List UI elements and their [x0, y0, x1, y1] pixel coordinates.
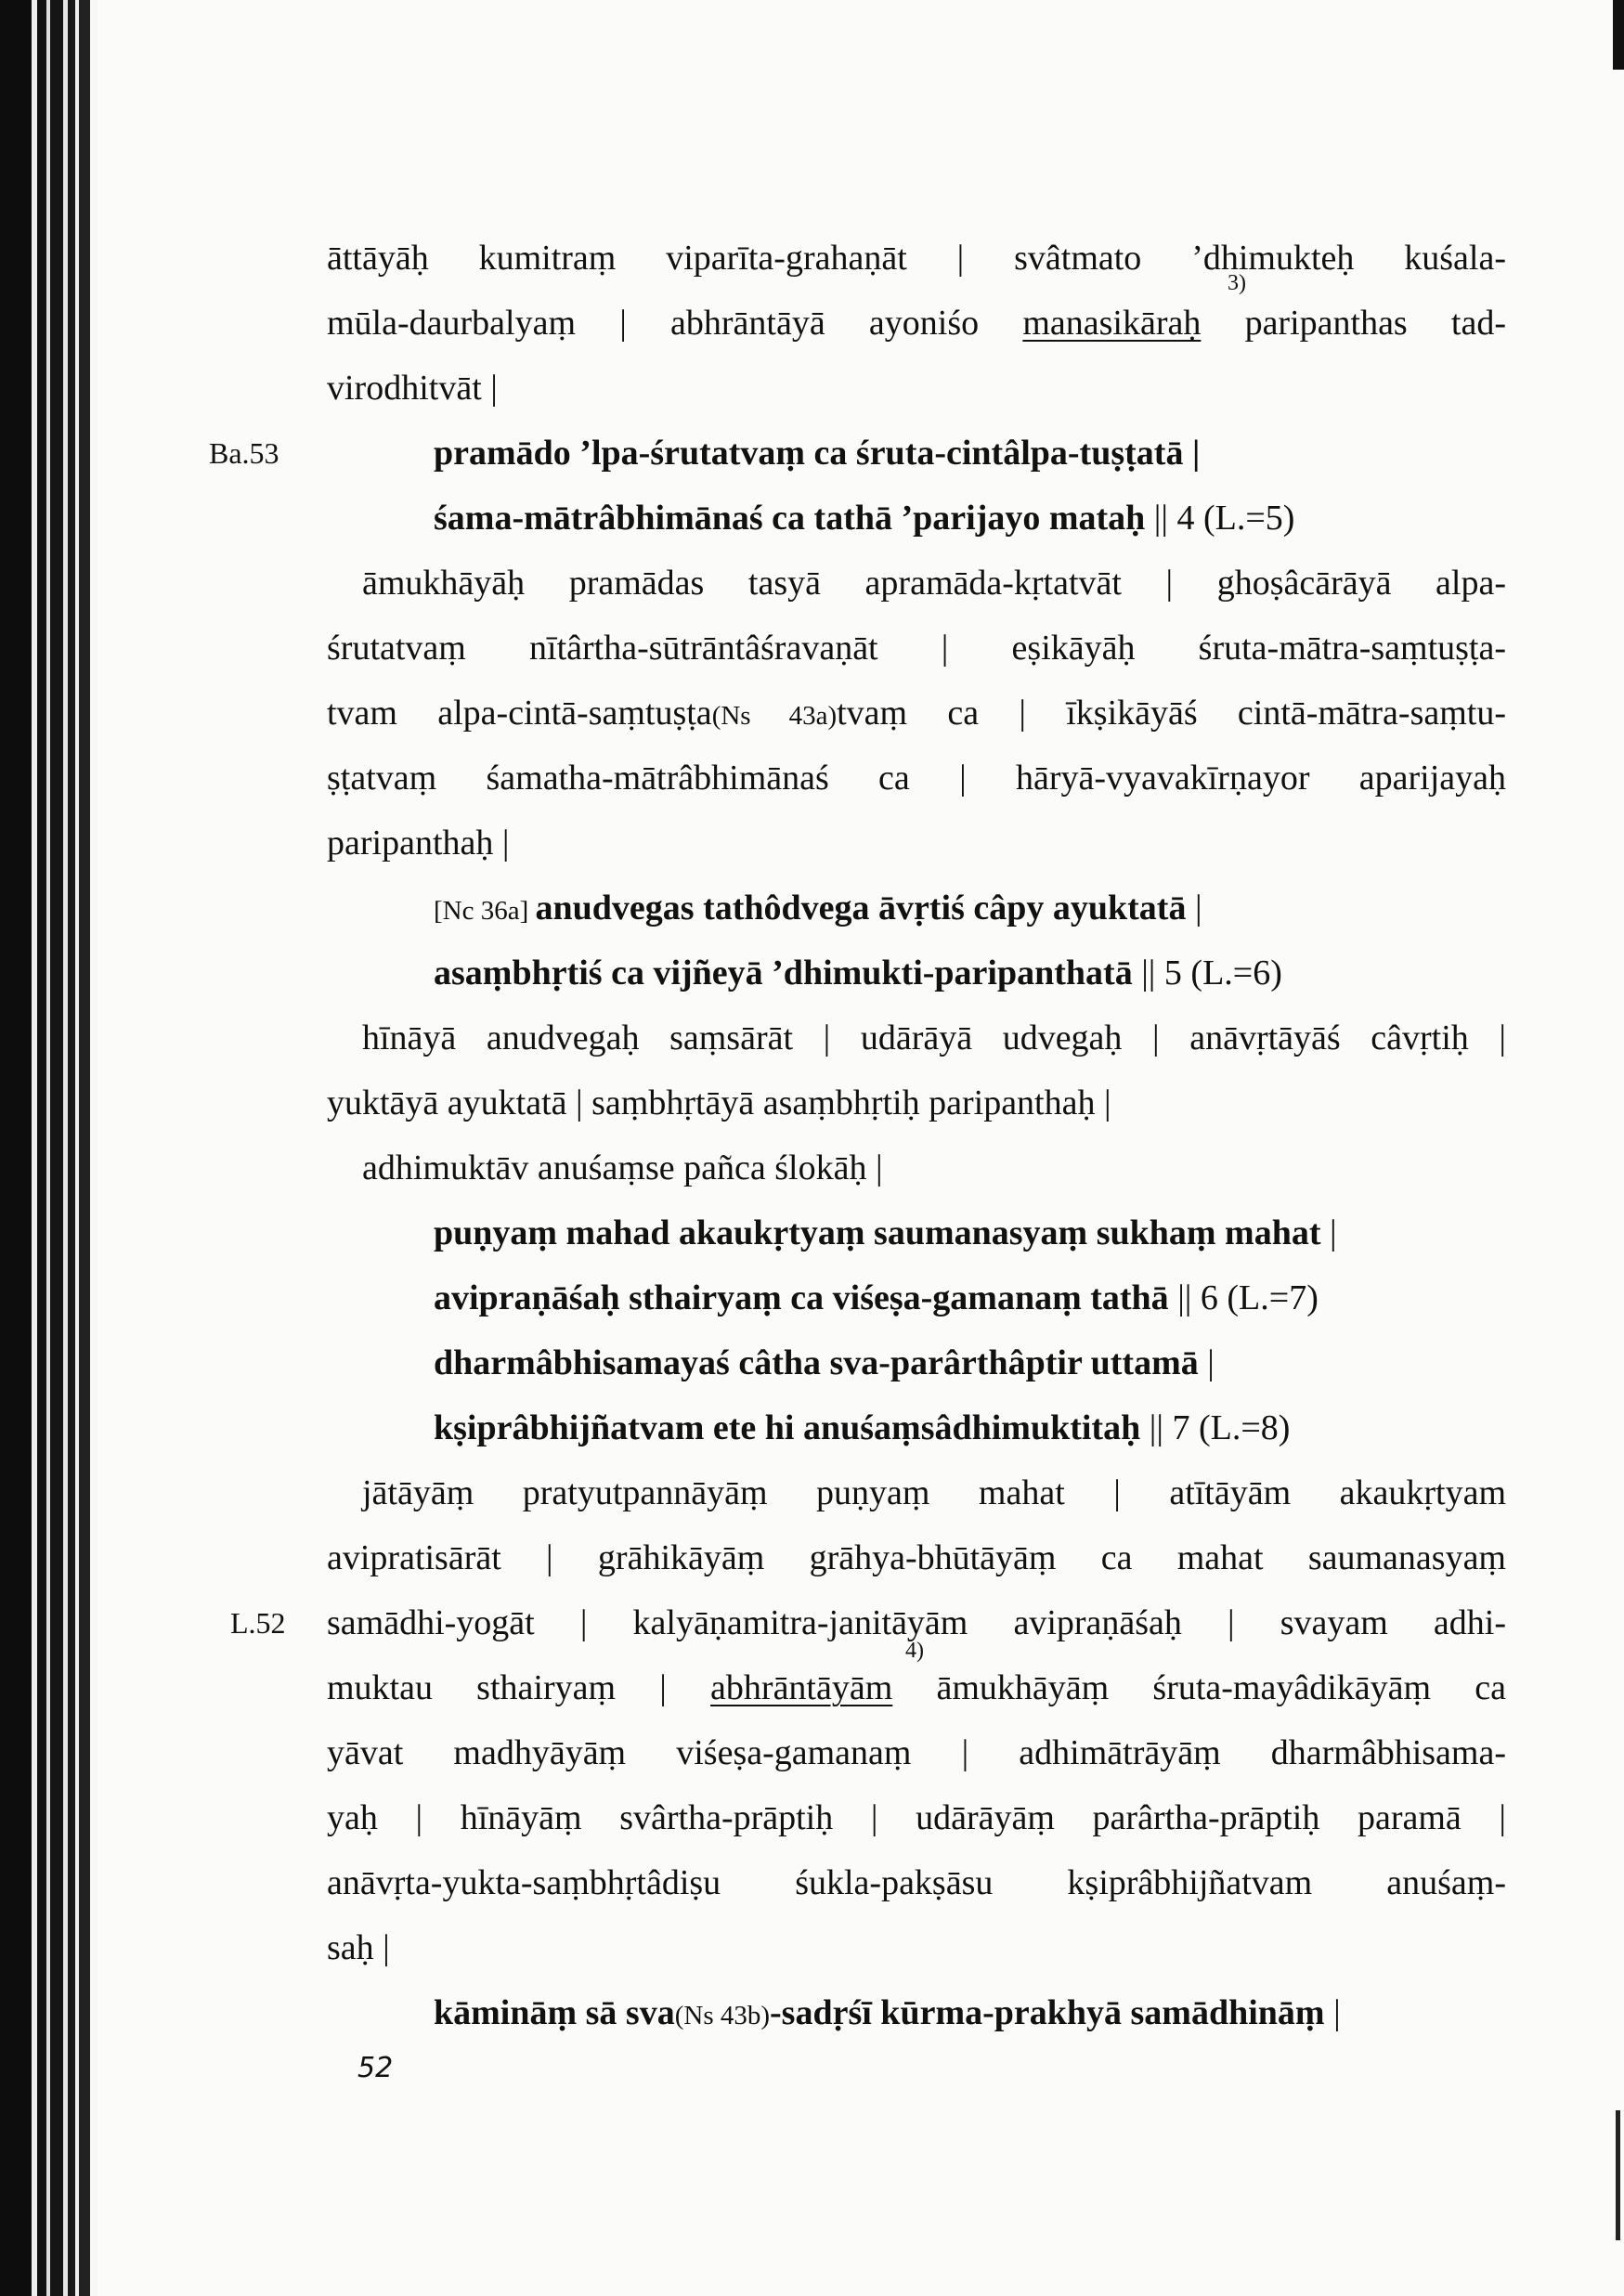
ms-ref: [Nc 36a] — [434, 896, 536, 926]
text-line: anāvṛta-yukta-saṃbhṛtâdiṣu śukla-pakṣāsu kṣiprâbhijñatvam anuśaṃ- — [327, 1863, 1506, 1902]
underlined-word: abhrāntāyām — [710, 1668, 893, 1707]
verse-line: pramādo ’lpa-śrutatvaṃ ca śruta-cintâlpa-tuṣṭatā | — [434, 434, 1201, 473]
text-line: āmukhāyāḥ pramādas tasyā apramāda-kṛtatvāt | ghoṣâcārāyā alpa- — [362, 564, 1506, 603]
text-line: mūla-daurbalyaṃ | abhrāntāyā ayoniśo manasikāraḥ paripanthas tad- — [327, 304, 1507, 343]
text-line: saḥ | — [327, 1928, 390, 1967]
text-line: samādhi-yogāt | kalyāṇamitra-janitāyām avipraṇāśaḥ | svayam adhi- — [327, 1603, 1506, 1642]
text-line: avipratisārāt | grāhikāyāṃ grāhya-bhūtāyāṃ ca mahat saumanasyaṃ — [327, 1538, 1506, 1577]
margin-ref: L.52 — [230, 1606, 286, 1640]
text-line: jātāyāṃ pratyutpannāyāṃ puṇyaṃ mahat | atītāyām akaukṛtyam — [362, 1473, 1506, 1512]
binding-edge — [0, 0, 97, 2296]
text-line: tvam alpa-cintā-saṃtuṣṭa(Ns 43a)tvaṃ ca | īkṣikāyāś cintā-mātra-saṃtu- — [327, 694, 1507, 733]
verse-line: asaṃbhṛtiś ca vijñeyā ’dhimukti-paripanthatā || 5 (L.=6) — [434, 953, 1282, 992]
footnote-mark: 4) — [905, 1639, 924, 1663]
scan-mark-bottom — [1616, 2110, 1620, 2240]
text-line: muktau sthairyaṃ | abhrāntāyām āmukhāyāṃ śruta-mayâdikāyāṃ ca — [327, 1668, 1506, 1707]
text-line: adhimuktāv anuśaṃse pañca ślokāḥ | — [362, 1148, 883, 1187]
ms-ref: (Ns 43b) — [674, 2001, 771, 2030]
ms-ref: (Ns 43a) — [711, 701, 838, 731]
verse-line: [Nc 36a] anudvegas tathôdvega āvṛtiś câpy ayuktatā | — [434, 889, 1202, 927]
footnote-mark: 3) — [1228, 271, 1246, 295]
text-line: ṣṭatvaṃ śamatha-mātrâbhimānaś ca | hāryā-vyavakīrṇayor aparijayaḥ — [327, 759, 1506, 798]
text-line: hīnāyā anudvegaḥ saṃsārāt | udārāyā udvegaḥ | anāvṛtāyāś câvṛtiḥ | — [362, 1018, 1506, 1057]
text-line: yaḥ | hīnāyāṃ svârtha-prāptiḥ | udārāyāṃ parârtha-prāptiḥ paramā | — [327, 1798, 1506, 1837]
underlined-word: manasikāraḥ — [1022, 304, 1202, 343]
page-number: 52 — [357, 2052, 394, 2084]
text-line: śrutatvaṃ nītârtha-sūtrāntâśravaṇāt | eṣikāyāḥ śruta-mātra-saṃtuṣṭa- — [327, 629, 1506, 668]
verse-line: dharmâbhisamayaś câtha sva-parârthâptir uttamā | — [434, 1343, 1215, 1382]
text-line: virodhitvāt | — [327, 369, 498, 408]
verse-line: avipraṇāśaḥ sthairyaṃ ca viśeṣa-gamanaṃ tathā || 6 (L.=7) — [434, 1278, 1319, 1317]
verse-line: puṇyaṃ mahad akaukṛtyaṃ saumanasyaṃ sukhaṃ mahat | — [434, 1213, 1337, 1252]
verse-line: kṣiprâbhijñatvam ete hi anuśaṃsâdhimuktitaḥ || 7 (L.=8) — [434, 1408, 1291, 1447]
verse-line: kāmināṃ sā sva(Ns 43b)-sadṛśī kūrma-prakhyā samādhināṃ | — [434, 1993, 1341, 2032]
text-line: yuktāyā ayuktatā | saṃbhṛtāyā asaṃbhṛtiḥ paripanthaḥ | — [327, 1083, 1111, 1122]
text-line: paripanthaḥ | — [327, 824, 510, 863]
verse-line: śama-mātrâbhimānaś ca tathā ’parijayo mataḥ || 4 (L.=5) — [434, 499, 1295, 538]
scan-mark-top — [1613, 0, 1624, 70]
margin-ref: Ba.53 — [209, 436, 279, 470]
text-line: yāvat madhyāyāṃ viśeṣa-gamanaṃ | adhimātrāyāṃ dharmâbhisama- — [327, 1733, 1506, 1772]
text-line: āttāyāḥ kumitraṃ viparīta-grahaṇāt | svâtmato ’dhimukteḥ kuśala- — [327, 239, 1506, 278]
